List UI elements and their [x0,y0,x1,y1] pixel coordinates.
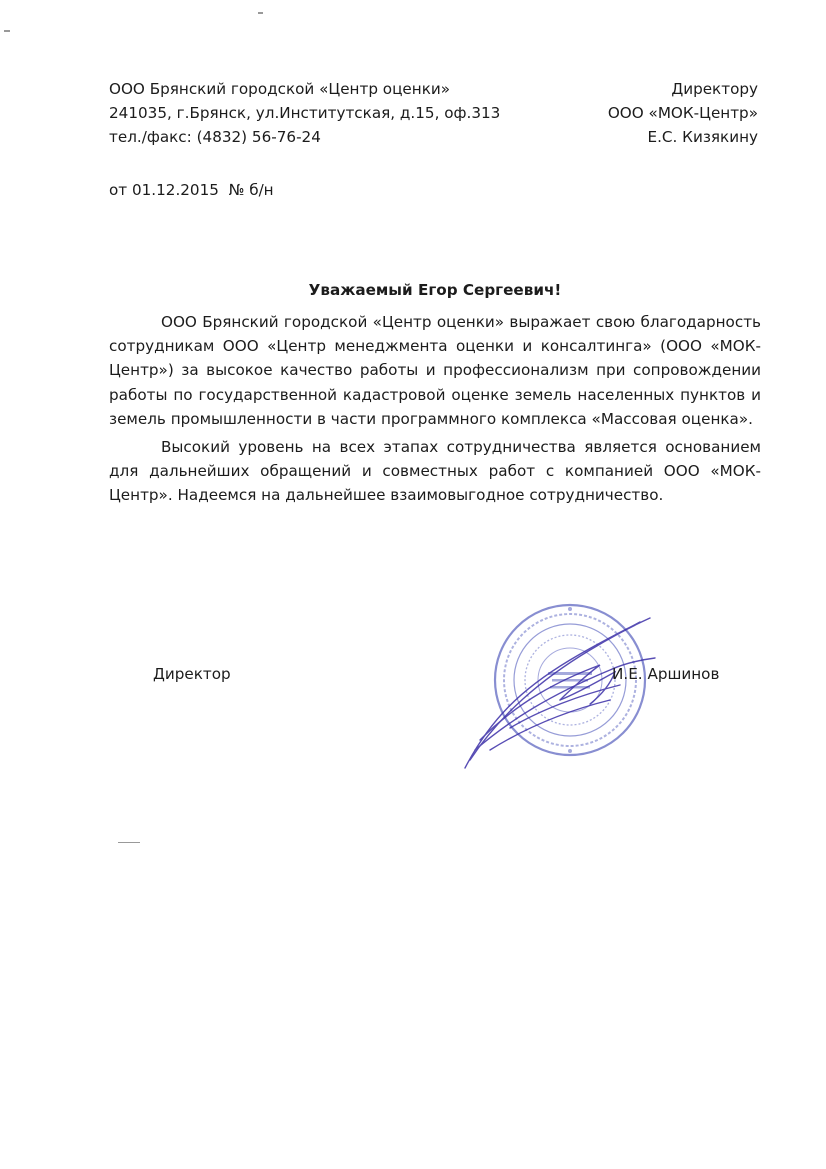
recipient-block [608,77,758,149]
recipient-position: Директору [671,80,758,98]
handwritten-signature [450,600,670,775]
sender-block [109,77,500,149]
body-paragraph: Высокий уровень на всех этапах сотрудничества является основанием для дальнейших обращений и совместных работ с компанией ООО «МОК-Центр». Надеемся на дальнейшее взаимовыгодное сотрудничество. [109,438,761,505]
body-paragraph: ООО Брянский городской «Центр оценки» выражает свою благодарность сотрудникам ООО «Центр менеджмента оценки и консалтинга» (ООО «МОК-Центр») за высокое качество работы и профессионализм при сопровождении работы по государственной кадастровой оценке земель населенных пунктов и земель промышленности в части программного комплекса «Массовая оценка». [109,313,761,428]
sender-address: 241035, г.Брянск, ул.Институтская, д.15, оф.313 [109,104,501,122]
salutation: Уважаемый Егор Сергеевич! [308,281,562,299]
date-line: от 01.12.2015 № б/н [109,181,274,199]
recipient-name: Е.С. Кизякину [647,128,758,146]
scan-speck [258,12,263,14]
signature-title: Директор [153,665,231,683]
scan-speck [4,30,10,32]
letter-body [109,310,761,512]
signature-name: И.Е. Аршинов [612,665,720,683]
sender-org: ООО Брянский городской «Центр оценки» [109,80,451,98]
scan-speck [118,842,140,843]
sender-phone: тел./факс: (4832) 56-76-24 [109,128,321,146]
recipient-org: ООО «МОК-Центр» [607,104,758,122]
